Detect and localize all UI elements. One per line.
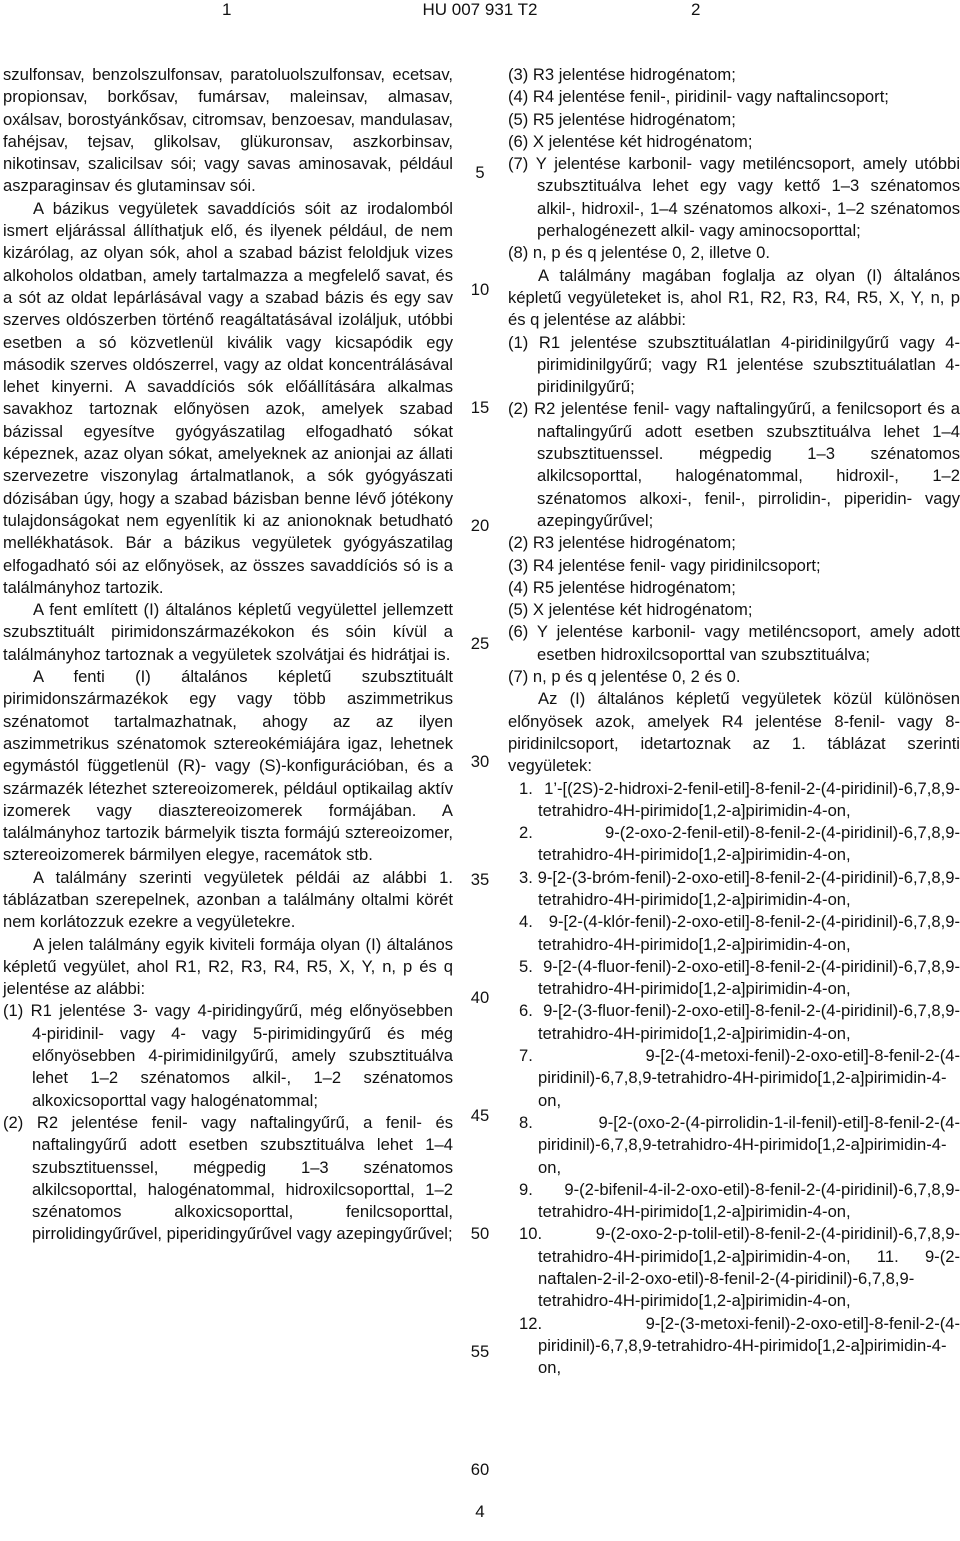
line-number: 60: [470, 1460, 490, 1479]
compound-item: 2. 9-(2-oxo-2-fenil-etil)-8-fenil-2-(4-piridinil)-6,7,8,9-tetrahidro-4H-pirimido[1,2-a]pirimidin-4-on,: [519, 823, 960, 865]
line-number: 40: [470, 988, 490, 1007]
numbered-item: (6) Y jelentése karbonil- vagy metiléncsoport, amely adott esetben hidroxilcsoporttal van szubsztituálva;: [508, 622, 960, 664]
paragraph: A bázikus vegyületek savaddíciós sóit az irodalomból ismert eljárással állíthatjuk elő, és ilyenek például, de nem kizárólag, az olyan sók, ahol a szabad bázist feloldjuk vizes alkoholos oldatban, amely tartalmazza a megfelelő savat, és a sót az oldat lepárlásával vagy a szabad bázis és egy sav szerves oldószerben történő reagáltatásával izoláljuk, utóbbi esetben a só közvetlenül kiválik vagy kicsapódik egy második szerves oldószerrel, vagy az oldat koncentrálásával lehet kinyerni. A savaddíciós sók előállítására alkalmas savakhoz tartoznak előnyösen azok, amelyek szabad bázissal egyesítve gyógyászatilag elfogadható sókat képeznek, azaz olyan sókat, amelyeknek az anionjai az állati szervezetre viszonylag ártalmatlanok, a sók gyógyászati dózisában úgy, hogy a szabad bázisban benne lévő jótékony tulajdonságokat nem egyenlítik ki az anionoknak betudható mellékhatások. Bár a bázikus vegyületek gyógyászatilag elfogadható sói az előnyösek, az összes savaddíciós só is a találmányhoz tartozik.: [3, 198, 453, 597]
numbered-item: (1) R1 jelentése 3- vagy 4-piridingyűrű, még előnyösebben 4-piridinil- vagy 4- vagy 5-pirimidingyűrű és még előnyösebben 4-pirimidinilgyűrű, amely szubsztituálva lehet 1–2 szénatomos alkil-, 1–2 szénatomos alkoxicsoporttal vagy halogénatommal;: [3, 1001, 453, 1110]
compound-item: 1. 1’-[(2S)-2-hidroxi-2-fenil-etil]-8-fenil-2-(4-piridinil)-6,7,8,9-tetrahidro-4H-pirimido[1,2-a]pirimidin-4-on,: [519, 778, 960, 820]
numbered-item: (8) n, p és q jelentése 0, 2, illetve 0.: [508, 243, 770, 263]
numbered-item: (2) R3 jelentése hidrogénatom;: [508, 533, 736, 553]
page-number-left: 1: [222, 0, 232, 19]
line-number: 45: [470, 1106, 490, 1125]
line-number: 15: [470, 398, 490, 417]
numbered-item: (3) R4 jelentése fenil- vagy piridinilcsoport;: [508, 555, 821, 575]
paragraph: szulfonsav, benzolszulfonsav, paratoluolszulfonsav, ecetsav, propionsav, borkősav, fumársav, maleinsav, almasav, oxálsav, borostyánkősav, citromsav, benzoesav, mandulasav, fahéjsav, tejsav, glikolsav, glükuronsav, aszkorbinsav, nikotinsav, szalicilsav sói; vagy savas aminosavak, például aszparaginsav és glutaminsav sói.: [3, 65, 453, 196]
line-number: 25: [470, 634, 490, 653]
compound-item: 7. 9-[2-(4-metoxi-fenil)-2-oxo-etil]-8-fenil-2-(4-piridinil)-6,7,8,9-tetrahidro-4H-pirimido[1,2-a]pirimidin-4-on,: [519, 1046, 960, 1110]
numbered-item: (5) X jelentése két hidrogénatom;: [508, 600, 753, 620]
line-number: 35: [470, 870, 490, 889]
line-number: 30: [470, 752, 490, 771]
numbered-item: (2) R2 jelentése fenil- vagy naftalingyűrű, a fenilcsoport és a naftalingyűrű adott esetben szubsztituálva lehet 1–4 szubsztituenssel. mégpedig 1–3 szénatomos alkilcsoporttal, halogénatommal, hidroxil-, 1–2 szénatomos alkoxi-, fenil-, pirrolidin-, piperidin- vagy azepingyűrűvel;: [508, 399, 960, 530]
left-column: [3, 64, 453, 1246]
compound-item: 10. 9-(2-oxo-2-p-tolil-etil)-8-fenil-2-(4-piridinil)-6,7,8,9-tetrahidro-4H-pirimido[1,2-a]pirimidin-4-on, 11. 9-(2-naftalen-2-il-2-oxo-etil)-8-fenil-2-(4-piridinil)-6,7,8,9-tetrahidro-4H-pirimido[1,2-a]pirimidin-4-on,: [519, 1224, 960, 1311]
compound-item: 8. 9-[2-(oxo-2-(4-pirrolidin-1-il-fenil)-etil]-8-fenil-2-(4-piridinil)-6,7,8,9-tetrahidro-4H-pirimido[1,2-a]pirimidin-4-on,: [519, 1112, 960, 1177]
numbered-item: (4) R5 jelentése hidrogénatom;: [508, 577, 736, 597]
paragraph: Az (I) általános képletű vegyületek közül különösen előnyösek azok, amelyek R4 jelentése 8-fenil- vagy 8-piridinilcsoport, idetartoznak az 1. táblázat szerinti vegyületek:: [508, 689, 960, 776]
compound-item: 4. 9-[2-(4-klór-fenil)-2-oxo-etil]-8-fenil-2-(4-piridinil)-6,7,8,9-tetrahidro-4H-pirimido[1,2-a]pirimidin-4-on,: [519, 912, 960, 954]
numbered-item: (1) R1 jelentése szubsztituálatlan 4-piridinilgyűrű vagy 4-pirimidinilgyűrű; vagy R1 jelentése szubsztituálatlan 4-piridinilgyűrű;: [508, 332, 960, 397]
numbered-item: (7) n, p és q jelentése 0, 2 és 0.: [508, 667, 741, 687]
paragraph: A fenti (I) általános képletű szubsztituált pirimidonszármazékok egy vagy több aszimmetrikus szénatomot tartalmazhatnak, ahogy az az ilyen aszimmetrikus szénatomok sztereokémiájára igaz, lehetnek egymástól függetlenül (R)- vagy (S)-konfigurációban, és a származék létezhet sztereoizomerek, például optikailag aktív izomerek vagy diasztereoizomerek formájában. A találmányhoz tartozik bármelyik tiszta formájú sztereoizomer, sztereoizomerek bármilyen elegye, racemátok stb.: [3, 667, 453, 865]
line-number: 5: [475, 163, 485, 182]
line-number: 10: [470, 280, 490, 299]
paragraph: A fent említett (I) általános képletű vegyülettel jellemzett szubsztituált pirimidonszármazékokon és sóin kívül a találmányhoz tartoznak a vegyületek szolvátjai és hidrátjai is.: [3, 600, 453, 664]
page-number-right: 2: [691, 0, 701, 19]
paragraph: A találmány magában foglalja az olyan (I) általános képletű vegyületeket is, ahol R1, R2, R3, R4, R5, X, Y, n, p és q jelentése az alábbi:: [508, 265, 960, 330]
numbered-item: (5) R5 jelentése hidrogénatom;: [508, 109, 736, 129]
compound-item: 5. 9-[2-(4-fluor-fenil)-2-oxo-etil]-8-fenil-2-(4-piridinil)-6,7,8,9-tetrahidro-4H-pirimido[1,2-a]pirimidin-4-on,: [519, 956, 960, 999]
paragraph: A jelen találmány egyik kiviteli formája olyan (I) általános képletű vegyület, ahol R1, R2, R3, R4, R5, X, Y, n, p és q jelentése az alábbi:: [3, 934, 453, 999]
right-column: [508, 64, 960, 1380]
numbered-item: (7) Y jelentése karbonil- vagy metiléncsoport, amely utóbbi szubsztituálva lehet egy vagy kettő 1–3 szénatomos alkil-, hidroxil-, 1–4 szénatomos alkoxi-, 1–2 szénatomos perhalogénezett alkil- vagy aminocsoporttal;: [508, 154, 960, 241]
line-number: 20: [470, 516, 490, 535]
numbered-item: (2) R2 jelentése fenil- vagy naftalingyűrű, a fenil- és naftalingyűrű adott esetben szubsztituálva lehet 1–4 szubsztituenssel, mégpedig 1–3 szénatomos alkilcsoporttal, halogénatommal, hidroxilcsoporttal, 1–2 szénatomos alkoxicsoporttal, fenilcsoporttal, pirrolidingyűrűvel, piperidingyűrűvel vagy azepingyűrűvel;: [3, 1112, 453, 1244]
numbered-item: (4) R4 jelentése fenil-, piridinil- vagy naftalincsoport;: [508, 87, 889, 107]
numbered-item: (6) X jelentése két hidrogénatom;: [508, 131, 753, 151]
line-number: 55: [470, 1342, 490, 1361]
compound-item: 12. 9-[2-(3-metoxi-fenil)-2-oxo-etil]-8-fenil-2-(4-piridinil)-6,7,8,9-tetrahidro-4H-pirimido[1,2-a]pirimidin-4-on,: [519, 1313, 960, 1378]
compound-item: 9. 9-(2-bifenil-4-il-2-oxo-etil)-8-fenil-2-(4-piridinil)-6,7,8,9-tetrahidro-4H-pirimido[1,2-a]pirimidin-4-on,: [519, 1179, 960, 1222]
line-number: 50: [470, 1224, 490, 1243]
compound-item: 6. 9-[2-(3-fluor-fenil)-2-oxo-etil]-8-fenil-2-(4-piridinil)-6,7,8,9-tetrahidro-4H-pirimido[1,2-a]pirimidin-4-on,: [519, 1001, 960, 1043]
paragraph: A találmány szerinti vegyületek példái az alábbi 1. táblázatban szerepelnek, azonban a találmány oltalmi körét nem korlátozzuk ezekre a vegyületekre.: [3, 867, 453, 932]
numbered-item: (3) R3 jelentése hidrogénatom;: [508, 65, 736, 84]
compound-item: 3. 9-[2-(3-bróm-fenil)-2-oxo-etil]-8-fenil-2-(4-piridinil)-6,7,8,9-tetrahidro-4H-pirimido[1,2-a]pirimidin-4-on,: [519, 867, 960, 909]
document-number: HU 007 931 T2: [422, 0, 538, 19]
page-footer-number: 4: [475, 1502, 485, 1521]
